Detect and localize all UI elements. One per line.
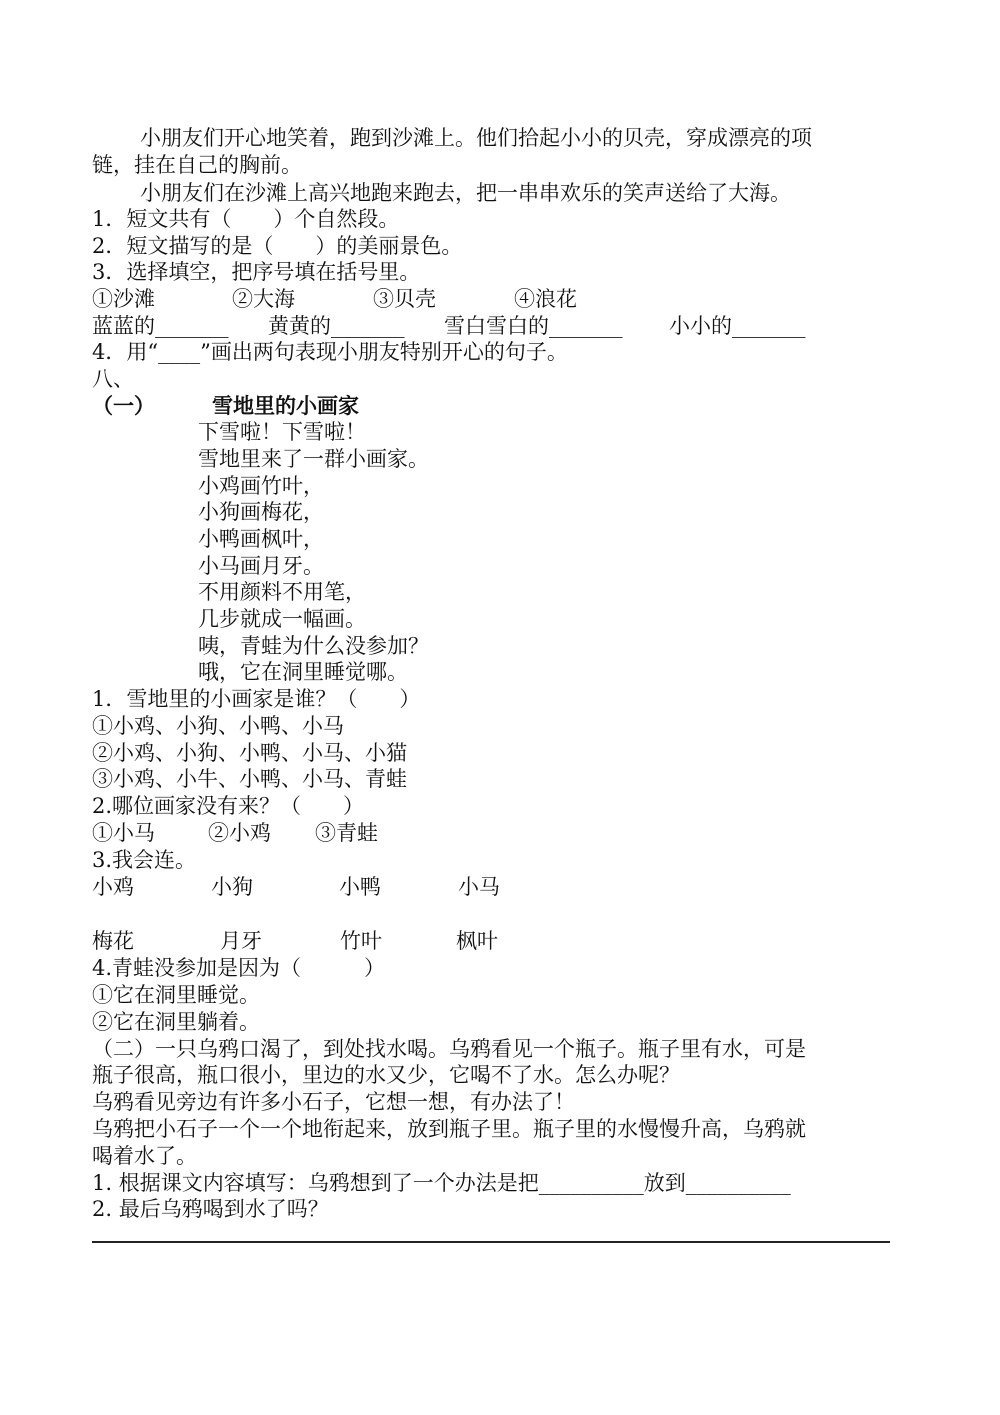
connect-item: 月牙	[220, 929, 262, 953]
part2-line: 乌鸦看见旁边有许多小石子，它想一想，有办法了！	[92, 1090, 575, 1114]
poem-line: 哦，它在洞里睡觉哪。	[198, 660, 408, 684]
q1-option: ②小鸡、小狗、小鸭、小马、小猫	[92, 741, 407, 765]
section8-question2: 2.哪位画家没有来？（ ）	[92, 794, 365, 818]
fill-blank-item: 黄黄的_______	[268, 314, 405, 338]
poem-line: 几步就成一幅画。	[198, 607, 366, 631]
section8-question1: 1．雪地里的小画家是谁？（ ）	[92, 687, 421, 711]
poem-title: 雪地里的小画家	[212, 393, 359, 418]
option-item: ②大海	[232, 287, 295, 311]
poem-line: 咦，青蛙为什么没参加？	[198, 634, 429, 658]
part2-line: （二）一只乌鸦口渴了，到处找水喝。乌鸦看见一个瓶子。瓶子里有水，可是	[92, 1037, 806, 1061]
part2-line: 乌鸦把小石子一个一个地衔起来，放到瓶子里。瓶子里的水慢慢升高，乌鸦就	[92, 1117, 806, 1141]
connect-item: 小鸡	[92, 875, 134, 899]
passage1-paragraph1-line1: 小朋友们开心地笑着，跑到沙滩上。他们拾起小小的贝壳，穿成漂亮的项	[140, 126, 812, 150]
part2-line: 瓶子很高，瓶口很小，里边的水又少，它喝不了水。怎么办呢？	[92, 1063, 680, 1087]
fill-blank-item: 小小的_______	[669, 314, 806, 338]
option-item: ①沙滩	[92, 287, 155, 311]
q2-option: ②小鸡	[208, 821, 271, 845]
poem-line: 雪地里来了一群小画家。	[198, 447, 429, 471]
connect-item: 小马	[458, 875, 500, 899]
part2-line: 喝着水了。	[92, 1144, 197, 1168]
fill-blank-item: 蓝蓝的_______	[92, 314, 229, 338]
q4-option: ①它在洞里睡觉。	[92, 983, 260, 1007]
poem-line: 小鸭画枫叶，	[198, 527, 324, 551]
answer-line	[92, 1241, 890, 1243]
connect-item: 梅花	[92, 929, 134, 953]
passage1-question1: 1．短文共有（ ）个自然段。	[92, 207, 400, 231]
passage1-question3: 3．选择填空，把序号填在括号里。	[92, 260, 421, 284]
q4-option: ②它在洞里躺着。	[92, 1010, 260, 1034]
poem-line: 不用颜料不用笔，	[198, 580, 366, 604]
passage1-paragraph1-line2: 链，挂在自己的胸前。	[92, 153, 302, 177]
fill-blank-item: 雪白雪白的_______	[444, 314, 623, 338]
part2-question1: 1. 根据课文内容填写：乌鸦想到了一个办法是把__________放到__________	[92, 1171, 791, 1195]
connect-item: 小狗	[211, 875, 253, 899]
connect-item: 小鸭	[339, 875, 381, 899]
part1-label: （一）	[92, 393, 155, 418]
connect-item: 枫叶	[456, 929, 498, 953]
poem-line: 小狗画梅花，	[198, 500, 324, 524]
passage1-paragraph2: 小朋友们在沙滩上高兴地跑来跑去，把一串串欢乐的笑声送给了大海。	[140, 181, 791, 205]
section8-question3: 3.我会连。	[92, 848, 197, 872]
option-item: ④浪花	[514, 287, 577, 311]
q1-option: ①小鸡、小狗、小鸭、小马	[92, 714, 344, 738]
part2-question2: 2. 最后乌鸦喝到水了吗？	[92, 1197, 329, 1221]
passage1-question2: 2．短文描写的是（ ）的美丽景色。	[92, 234, 463, 258]
poem-line: 小马画月牙。	[198, 554, 324, 578]
section-label: 八、	[92, 367, 134, 391]
poem-line: 小鸡画竹叶，	[198, 474, 324, 498]
connect-item: 竹叶	[340, 929, 382, 953]
q2-option: ③青蛙	[315, 821, 378, 845]
section8-question4: 4.青蛙没参加是因为（ ）	[92, 956, 386, 980]
option-item: ③贝壳	[373, 287, 436, 311]
passage1-question4: 4．用“____”画出两句表现小朋友特别开心的句子。	[92, 340, 568, 364]
q2-option: ①小马	[92, 821, 155, 845]
poem-line: 下雪啦！下雪啦！	[198, 420, 366, 444]
q1-option: ③小鸡、小牛、小鸭、小马、青蛙	[92, 767, 407, 791]
